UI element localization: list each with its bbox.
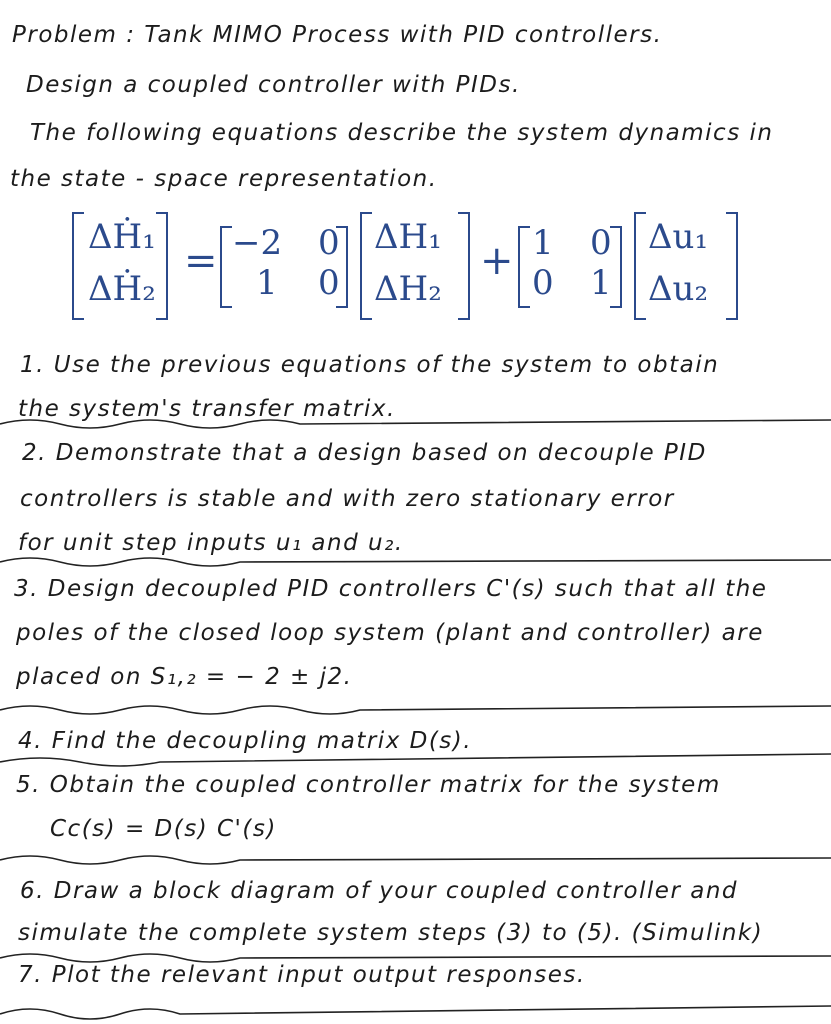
B-left-bracket <box>518 226 530 308</box>
task-6-line-2: simulate the complete system steps (3) to (5). (Simulink) <box>18 920 764 946</box>
u-right-bracket <box>726 212 738 320</box>
lhs-right-bracket <box>156 212 168 320</box>
divider-7 <box>0 1002 831 1020</box>
x-bottom: ΔH₂ <box>374 269 442 309</box>
task-3-line-2: poles of the closed loop system (plant and controller) are <box>16 620 764 646</box>
B-12: 0 <box>590 223 612 263</box>
divider-3 <box>0 700 831 718</box>
divider-5 <box>0 850 831 868</box>
A-11: −2 <box>232 223 283 263</box>
A-21: 1 <box>256 263 278 303</box>
problem-title: Problem : Tank MIMO Process with PID controllers. <box>12 22 663 48</box>
A-right-bracket <box>336 226 348 308</box>
equals-sign: = <box>184 238 218 284</box>
A-22: 0 <box>318 263 340 303</box>
task-2-line-3: for unit step inputs u₁ and u₂. <box>18 530 404 556</box>
task-1-line-2: the system's transfer matrix. <box>18 396 396 422</box>
x-right-bracket <box>458 212 470 320</box>
x-top: ΔH₁ <box>374 217 442 257</box>
task-7-line-1: 7. Plot the relevant input output responses. <box>18 962 586 988</box>
task-3-line-3: placed on S₁,₂ = − 2 ± j2. <box>16 664 353 690</box>
A-12: 0 <box>318 223 340 263</box>
divider-1 <box>0 414 831 432</box>
task-5-line-1: 5. Obtain the coupled controller matrix for the system <box>16 772 721 798</box>
A-left-bracket <box>220 226 232 308</box>
B-21: 0 <box>532 263 554 303</box>
state-space-equation <box>60 212 780 324</box>
task-2-line-2: controllers is stable and with zero stationary error <box>20 486 675 512</box>
problem-subtitle: Design a coupled controller with PIDs. <box>26 72 521 98</box>
divider-4 <box>0 750 831 768</box>
lhs-top: ΔḢ₁ <box>88 217 156 257</box>
intro-line-2: the state - space representation. <box>10 166 438 192</box>
u-bottom: Δu₂ <box>648 269 709 309</box>
u-top: Δu₁ <box>648 217 709 257</box>
B-right-bracket <box>610 226 622 308</box>
intro-line-1: The following equations describe the system dynamics in <box>30 120 774 146</box>
task-3-line-1: 3. Design decoupled PID controllers C'(s) such that all the <box>14 576 768 602</box>
B-11: 1 <box>532 223 554 263</box>
lhs-bottom: ΔḢ₂ <box>88 269 156 309</box>
B-22: 1 <box>590 263 612 303</box>
task-6-line-1: 6. Draw a block diagram of your coupled controller and <box>20 878 738 904</box>
task-1-line-1: 1. Use the previous equations of the system to obtain <box>20 352 720 378</box>
plus-sign: + <box>480 238 514 284</box>
task-2-line-1: 2. Demonstrate that a design based on decouple PID <box>22 440 707 466</box>
task-5-line-2: Cc(s) = D(s) C'(s) <box>50 816 277 842</box>
divider-2 <box>0 552 831 570</box>
x-left-bracket <box>360 212 372 320</box>
lhs-left-bracket <box>72 212 84 320</box>
u-left-bracket <box>634 212 646 320</box>
task-4-line-1: 4. Find the decoupling matrix D(s). <box>18 728 473 754</box>
